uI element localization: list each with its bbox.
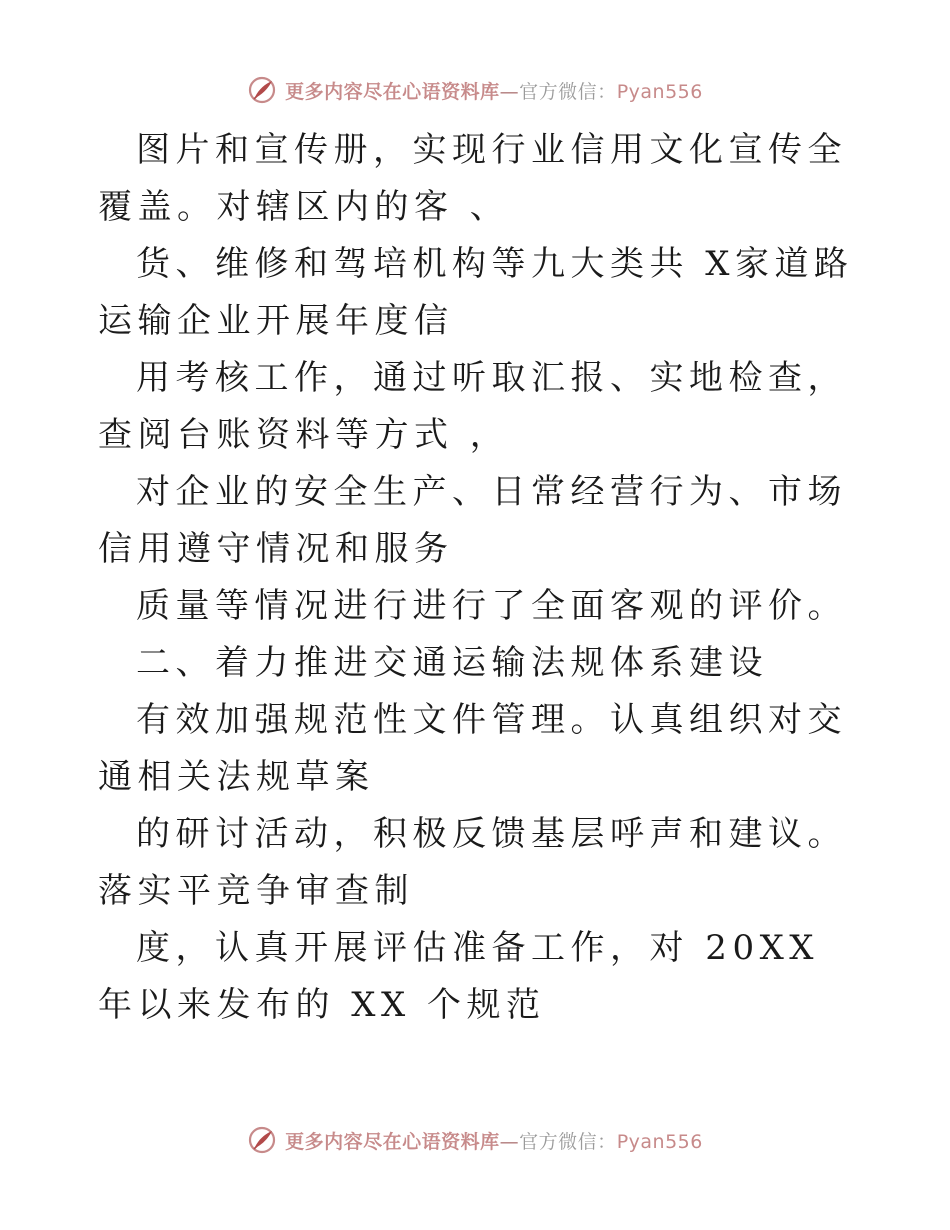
footer-watermark [0, 1120, 950, 1160]
paragraph-9: 度，认真开展评估准备工作，对 20XX 年以来发布的 XX 个规范 [98, 928, 836, 1025]
section-heading: 二、着力推进交通运输法规体系建设 [136, 643, 768, 683]
paragraph-2: 货、维修和驾培机构等九大类共 X家道路运输企业开展年度信 [98, 244, 854, 341]
watermark-brand: 更多内容尽在心语资料库 [285, 80, 500, 103]
paragraph-5: 质量等情况进行进行了全面客观的评价。 [136, 586, 847, 626]
paragraph-1: 图片和宣传册，实现行业信用文化宣传全覆盖。对辖区内的客 、 [98, 130, 847, 227]
paragraph-3: 用考核工作，通过听取汇报、实地检查，查阅台账资料等方式 ， [98, 358, 847, 455]
document-body [98, 122, 858, 1034]
paragraph-8: 的研讨活动，积极反馈基层呼声和建议。落实平竞争审查制 [98, 814, 847, 911]
watermark-official-label: 官方微信： [519, 1130, 617, 1153]
paragraph-7: 有效加强规范性文件管理。认真组织对交通相关法规草案 [98, 700, 847, 797]
paragraph-4: 对企业的安全生产、日常经营行为、市场信用遵守情况和服务 [98, 472, 847, 569]
watermark-separator: — [499, 80, 520, 103]
header-watermark [0, 70, 950, 110]
watermark-separator: — [499, 1130, 520, 1153]
feather-pen-logo-icon [247, 1125, 277, 1155]
watermark-wechat-id: Pyan556 [616, 1130, 703, 1153]
feather-pen-logo-icon [247, 75, 277, 105]
watermark-wechat-id: Pyan556 [616, 80, 703, 103]
watermark-official-label: 官方微信： [519, 80, 617, 103]
watermark-brand: 更多内容尽在心语资料库 [285, 1130, 500, 1153]
